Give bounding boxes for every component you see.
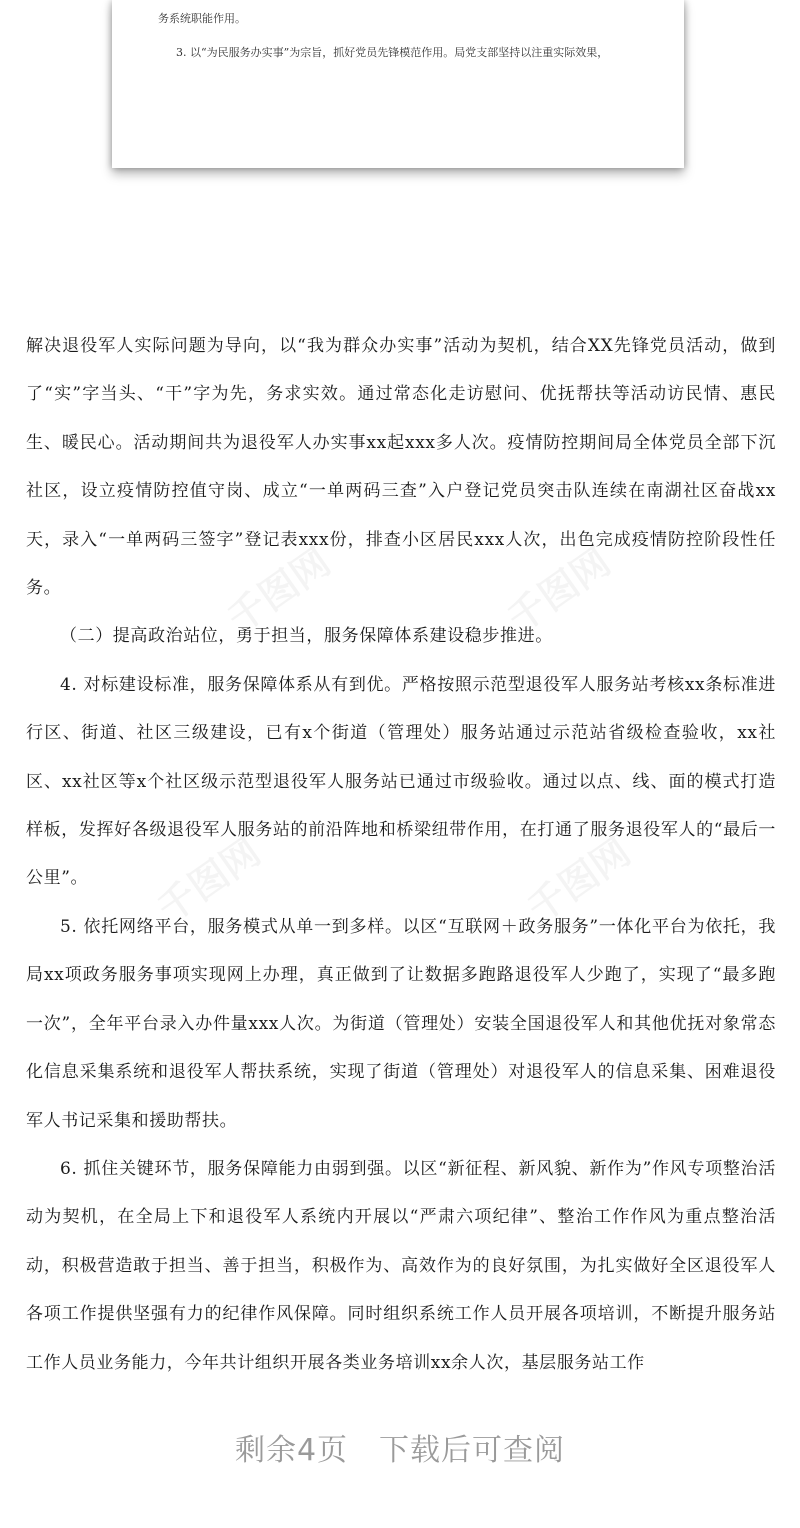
- page-preview-card: [112, 0, 684, 168]
- paragraph-6: 6. 抓住关键环节，服务保障能力由弱到强。以区“新征程、新风貌、新作为”作风专项整治活动为契机，在全局上下和退役军人系统内开展以“严肃六项纪律”、整治工作作风为重点整治活动，积极营造敢于担当、善于担当，积极作为、高效作为的良好氛围，为扎实做好全区退役军人各项工作提供坚强有力的纪律作风保障。同时组织系统工作人员开展各项培训，不断提升服务站工作人员业务能力，今年共计组织开展各类业务培训xx余人次，基层服务站工作: [26, 1158, 776, 1373]
- preview-line-2: 3. 以“为民服务办实事”为宗旨，抓好党员先锋模范作用。局党支部坚持以注重实际效果，: [176, 46, 609, 59]
- paragraph-4: 4. 对标建设标准，服务保障体系从有到优。严格按照示范型退役军人服务站考核xx条标准进行区、街道、社区三级建设，已有x个街道（管理处）服务站通过示范站省级检查验收，xx社区、xx社区等x个社区级示范型退役军人服务站已通过市级验收。通过以点、线、面的模式打造样板，发挥好各级退役军人服务站的前沿阵地和桥梁纽带作用，在打通了服务退役军人的“最后一公里”。: [26, 674, 776, 889]
- paragraph-5: 5. 依托网络平台，服务模式从单一到多样。以区“互联网＋政务服务”一体化平台为依托，我局xx项政务服务事项实现网上办理，真正做到了让数据多跑路退役军人少跑了，实现了“最多跑一次”，全年平台录入办件量xxx人次。为街道（管理处）安装全国退役军人和其他优抚对象常态化信息采集系统和退役军人帮扶系统，实现了街道（管理处）对退役军人的信息采集、困难退役军人书记采集和援助帮扶。: [26, 916, 776, 1131]
- section-heading-2: （二）提高政治站位，勇于担当，服务保障体系建设稳步推进。: [60, 626, 553, 647]
- remaining-pages-link[interactable]: 剩余4页 下载后可查阅: [234, 1433, 566, 1468]
- document-body: [26, 322, 776, 1387]
- preview-line-1: 务系统职能作用。: [158, 12, 246, 25]
- paragraph-1: 解决退役军人实际问题为导向，以“我为群众办实事”活动为契机，结合XX先锋党员活动，做到了“实”字当头、“干”字为先，务求实效。通过常态化走访慰问、优抚帮扶等活动访民情、惠民生、暖民心。活动期间共为退役军人办实事xx起xxx多人次。疫情防控期间局全体党员全部下沉社区，设立疫情防控值守岗、成立“一单两码三查”入户登记党员突击队连续在南湖社区奋战xx天，录入“一单两码三签字”登记表xxx份，排查小区居民xxx人次，出色完成疫情防控阶段性任务。: [26, 336, 776, 599]
